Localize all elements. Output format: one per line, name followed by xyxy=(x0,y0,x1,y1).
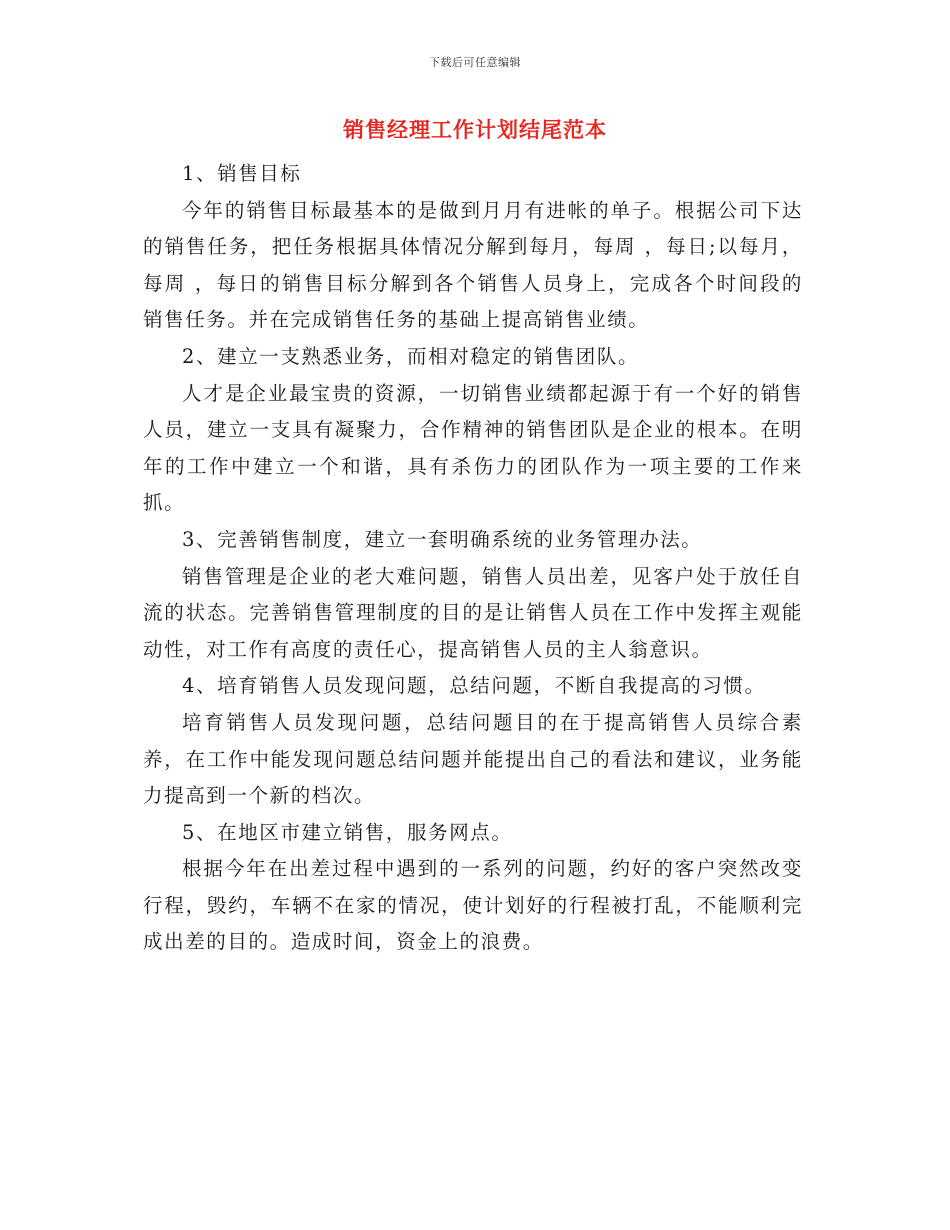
document-title: 销售经理工作计划结尾范本 xyxy=(343,117,607,142)
paragraph-staff-development: 培育销售人员发现问题，总结问题目的在于提高销售人员综合素养，在工作中能发现问题总结问题并能提出自己的看法和建议，业务能力提高到一个新的档次。 xyxy=(143,710,803,808)
document-body xyxy=(143,156,803,961)
section-heading-4: 4、培育销售人员发现问题，总结问题，不断自我提高的习惯。 xyxy=(182,674,766,698)
paragraph-service-network: 根据今年在出差过程中遇到的一系列的问题，约好的客户突然改变行程，毁约，车辆不在家的情况，使计划好的行程被打乱，不能顺利完成出差的目的。造成时间，资金上的浪费。 xyxy=(143,857,803,954)
paragraph-sales-system: 销售管理是企业的老大难问题，销售人员出差，见客户处于放任自流的状态。完善销售管理制度的目的是让销售人员在工作中发挥主观能动性，对工作有高度的责任心，提高销售人员的主人翁意识。 xyxy=(143,564,803,661)
section-heading-2: 2、建立一支熟悉业务，而相对稳定的销售团队。 xyxy=(182,344,640,368)
section-heading-3: 3、完善销售制度，建立一套明确系统的业务管理办法。 xyxy=(182,527,703,551)
section-heading-1: 1、销售目标 xyxy=(182,162,302,185)
paragraph-sales-team: 人才是企业最宝贵的资源，一切销售业绩都起源于有一个好的销售人员，建立一支具有凝聚力，合作精神的销售团队是企业的根本。在明年的工作中建立一个和谐，具有杀伤力的团队作为一项主要的工作来抓。 xyxy=(143,381,803,515)
section-heading-5: 5、在地区市建立销售，服务网点。 xyxy=(182,820,513,844)
page-header-note: 下载后可任意编辑 xyxy=(429,56,521,69)
paragraph-sales-target: 今年的销售目标最基本的是做到月月有进帐的单子。根据公司下达的销售任务，把任务根据具体情况分解到每月，每周 ，每日;以每月，每周 ，每日的销售目标分解到各个销售人员身上，完成各个时间段的销售任务。并在完成销售任务的基础上提高销售业绩。 xyxy=(143,198,803,332)
